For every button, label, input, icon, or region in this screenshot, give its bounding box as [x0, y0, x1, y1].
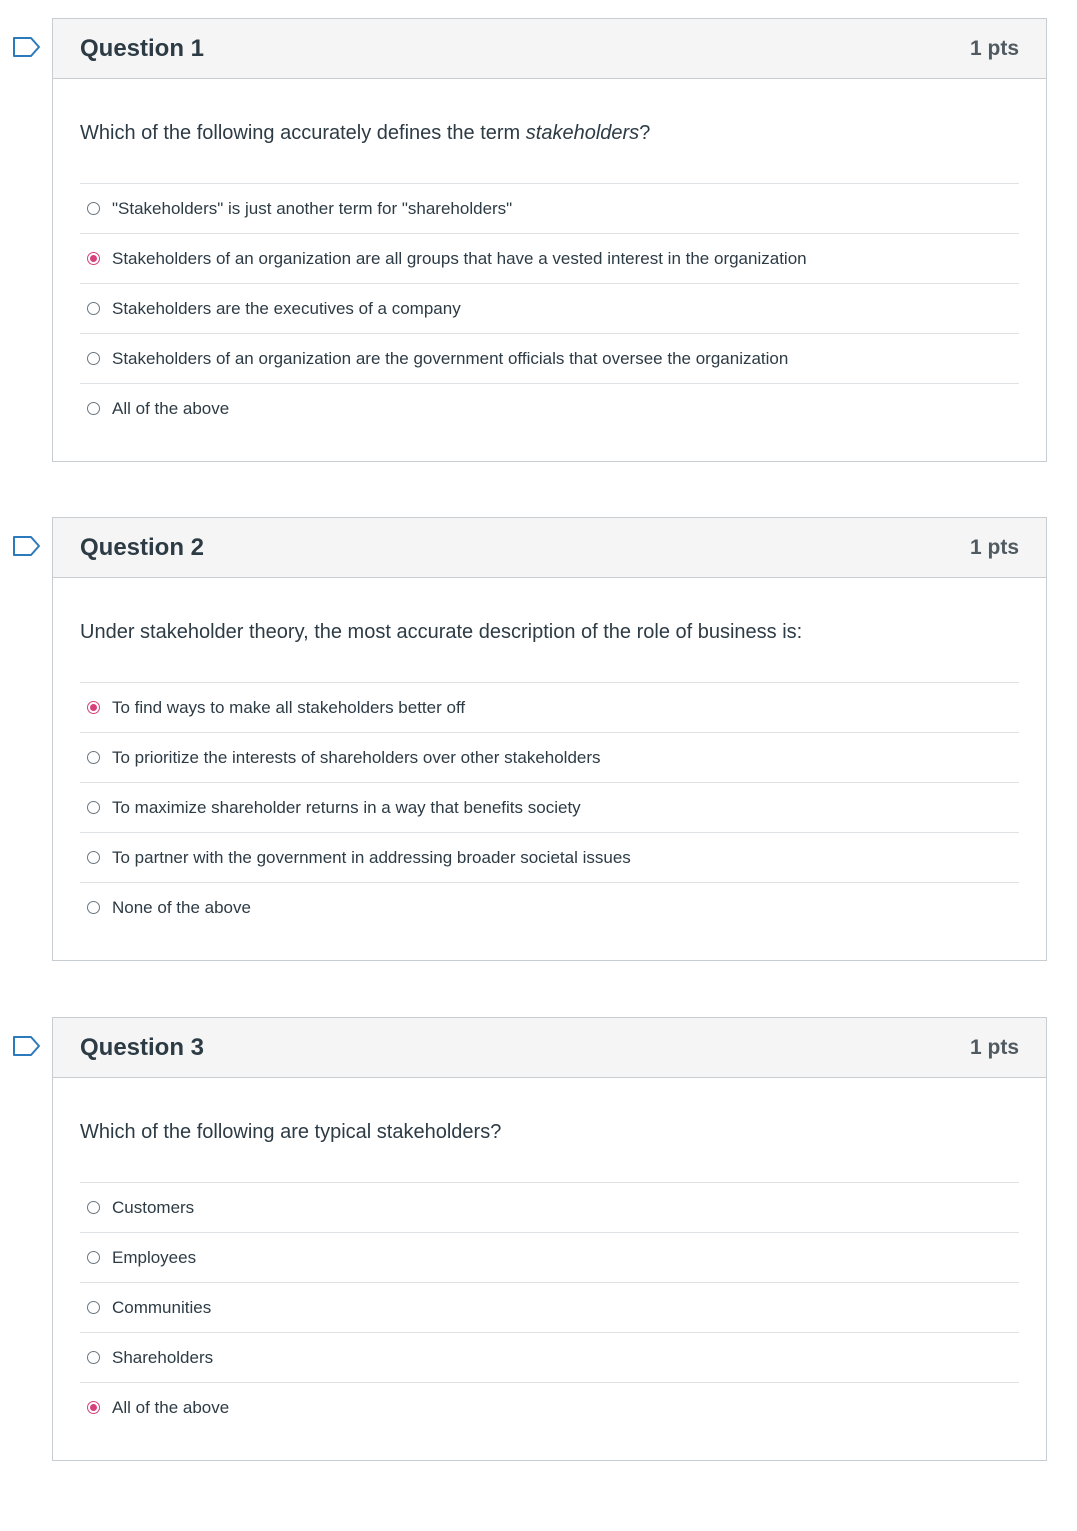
answer-label: All of the above [112, 1397, 230, 1417]
radio-button[interactable] [87, 1351, 100, 1364]
answer-option[interactable] [80, 384, 1019, 433]
answer-option[interactable] [80, 184, 1019, 234]
question-title: Question 3 [80, 1033, 205, 1061]
answer-label: Employees [112, 1247, 197, 1267]
radio-button[interactable] [87, 1201, 100, 1214]
answer-option[interactable] [80, 1333, 1019, 1383]
answer-label: All of the above [112, 398, 230, 418]
question-1 [0, 18, 1077, 462]
radio-button[interactable] [87, 1251, 100, 1264]
question-text-emphasis: stakeholders [525, 122, 640, 144]
question-title: Question 2 [80, 533, 205, 561]
radio-button[interactable] [87, 701, 100, 714]
answer-option[interactable] [80, 284, 1019, 334]
question-header [53, 1018, 1046, 1078]
question-header [53, 19, 1046, 79]
question-text [80, 79, 1019, 183]
flag-question-icon[interactable] [12, 36, 42, 58]
answer-label: Stakeholders are the executives of a company [112, 298, 461, 318]
radio-button[interactable] [87, 402, 100, 415]
question-body [53, 578, 1046, 932]
answer-label: To maximize shareholder returns in a way that benefits society [112, 797, 581, 817]
question-2 [0, 517, 1077, 961]
question-text [80, 578, 1019, 682]
radio-button[interactable] [87, 751, 100, 764]
radio-button[interactable] [87, 801, 100, 814]
question-points: 1 pts [969, 535, 1019, 559]
answer-option[interactable] [80, 1383, 1019, 1432]
radio-button[interactable] [87, 1301, 100, 1314]
question-card [52, 18, 1047, 462]
answer-list [80, 183, 1019, 433]
question-body [53, 79, 1046, 433]
answer-option[interactable] [80, 783, 1019, 833]
answer-label: To partner with the government in addressing broader societal issues [112, 847, 631, 867]
answer-label: Customers [112, 1197, 195, 1217]
radio-button[interactable] [87, 1401, 100, 1414]
answer-option[interactable] [80, 883, 1019, 932]
answer-option[interactable] [80, 1283, 1019, 1333]
answer-label: Shareholders [112, 1347, 214, 1367]
question-title: Question 1 [80, 34, 205, 62]
question-body [53, 1078, 1046, 1432]
answer-list [80, 1182, 1019, 1432]
radio-button[interactable] [87, 851, 100, 864]
radio-button[interactable] [87, 302, 100, 315]
radio-button[interactable] [87, 901, 100, 914]
answer-option[interactable] [80, 733, 1019, 783]
question-text-start: Which of the following accurately defines the term [80, 122, 526, 144]
answer-label: Stakeholders of an organization are all groups that have a vested interest in the organization [112, 248, 807, 268]
answer-option[interactable] [80, 334, 1019, 384]
answer-option[interactable] [80, 833, 1019, 883]
question-text [80, 1078, 1019, 1182]
question-card [52, 517, 1047, 961]
answer-option[interactable] [80, 683, 1019, 733]
question-points: 1 pts [969, 1035, 1019, 1059]
answer-option[interactable] [80, 234, 1019, 284]
answer-option[interactable] [80, 1233, 1019, 1283]
question-header [53, 518, 1046, 578]
question-card [52, 1017, 1047, 1461]
answer-label: Stakeholders of an organization are the government officials that oversee the organization [112, 348, 789, 368]
question-3 [0, 1017, 1077, 1461]
answer-label: Communities [112, 1297, 212, 1317]
question-text-end: ? [639, 122, 651, 144]
question-text-start: Which of the following are typical stakeholders? [80, 1121, 502, 1143]
radio-button[interactable] [87, 252, 100, 265]
flag-question-icon[interactable] [12, 1035, 42, 1057]
answer-label: "Stakeholders" is just another term for "shareholders" [112, 198, 513, 218]
answer-list [80, 682, 1019, 932]
question-points: 1 pts [969, 36, 1019, 60]
answer-label: To find ways to make all stakeholders better off [112, 697, 466, 717]
flag-question-icon[interactable] [12, 535, 42, 557]
answer-option[interactable] [80, 1183, 1019, 1233]
radio-button[interactable] [87, 202, 100, 215]
radio-button[interactable] [87, 352, 100, 365]
answer-label: To prioritize the interests of shareholders over other stakeholders [112, 747, 601, 767]
answer-label: None of the above [112, 897, 251, 917]
question-text-start: Under stakeholder theory, the most accurate description of the role of business is: [80, 621, 803, 643]
